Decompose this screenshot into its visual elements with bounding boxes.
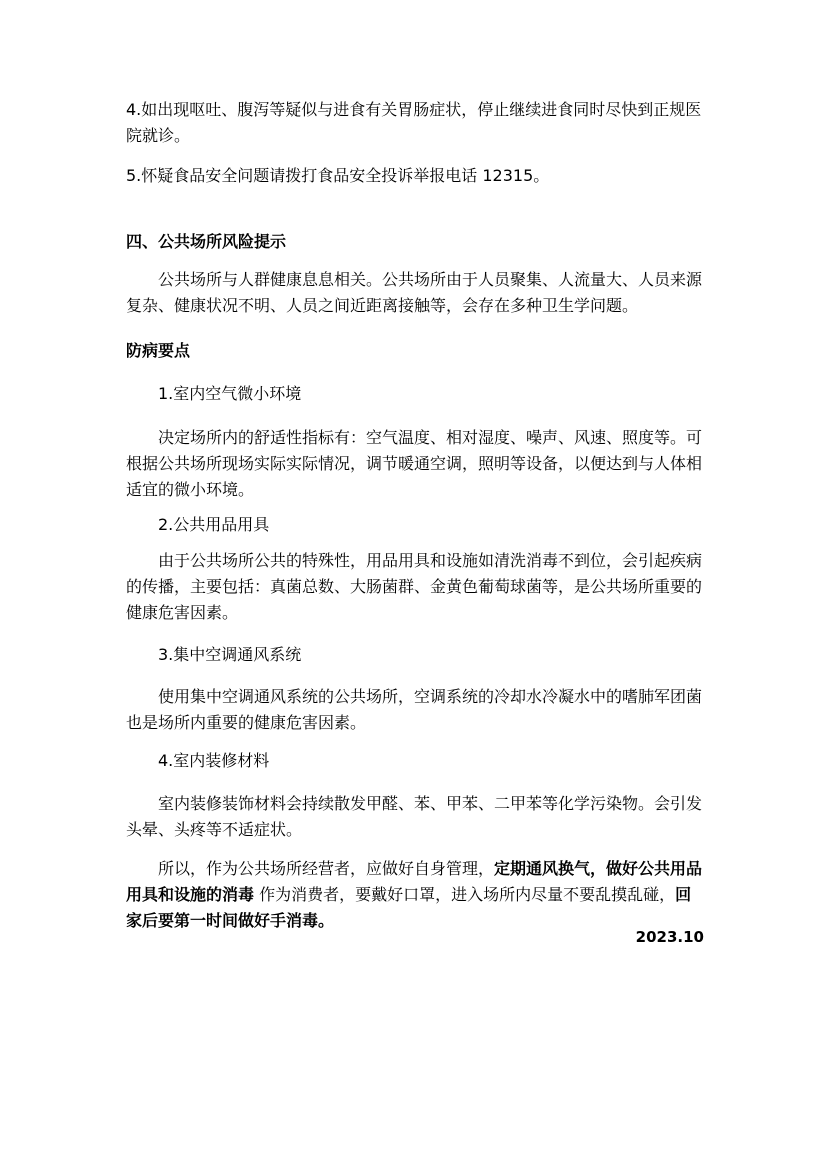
item-3-title: 3.集中空调通风系统 <box>158 645 302 664</box>
item-1-title: 1.室内空气微小环境 <box>158 384 302 403</box>
tip-5-text: 5.怀疑食品安全问题请拨打食品安全投诉举报电话 12315。 <box>126 166 550 185</box>
item-3-body: 使用集中空调通风系统的公共场所，空调系统的冷却水冷凝水中的嗜肺军团菌也是场所内重要的健康危害因素。 <box>126 687 703 732</box>
section-heading: 四、公共场所风险提示 <box>126 232 287 251</box>
item-4-title: 4.室内装修材料 <box>158 751 270 770</box>
document-date: 2023.10 <box>635 928 704 946</box>
conclusion-text-2: 作为消费者，要戴好口罩，进入场所内尽量不要乱摸乱碰， <box>254 885 676 904</box>
conclusion-emphasis-1: 定期通风换气，做好公共用品用具和设施的消毒 <box>126 859 703 904</box>
section-intro-paragraph: 公共场所与人群健康息息相关。公共场所由于人员聚集、人流量大、人员来源复杂、健康状况不明、人员之间近距离接触等，会存在多种卫生学问题。 <box>126 270 703 315</box>
item-1-body: 决定场所内的舒适性指标有：空气温度、相对湿度、噪声、风速、照度等。可根据公共场所现场实际实际情况，调节暖通空调，照明等设备，以便达到与人体相适宜的微小环境。 <box>126 428 703 499</box>
prevention-subheading: 防病要点 <box>126 341 191 360</box>
tip-4-text: 4.如出现呕吐、腹泻等疑似与进食有关胃肠症状，停止继续进食同时尽快到正规医院就诊。 <box>126 100 702 145</box>
item-2-body: 由于公共场所公共的特殊性，用品用具和设施如清洗消毒不到位，会引起疾病的传播，主要包括：真菌总数、大肠菌群、金黄色葡萄球菌等，是公共场所重要的健康危害因素。 <box>126 551 703 622</box>
item-4-body: 室内装修装饰材料会持续散发甲醛、苯、甲苯、二甲苯等化学污染物。会引发头晕、头疼等不适症状。 <box>126 794 703 839</box>
item-2-title: 2.公共用品用具 <box>158 515 270 534</box>
conclusion-text-1: 所以，作为公共场所经营者，应做好自身管理， <box>158 859 495 878</box>
conclusion-paragraph <box>126 856 704 934</box>
conclusion-emphasis-2: 回家后要第一时间做好手消毒。 <box>126 885 692 930</box>
